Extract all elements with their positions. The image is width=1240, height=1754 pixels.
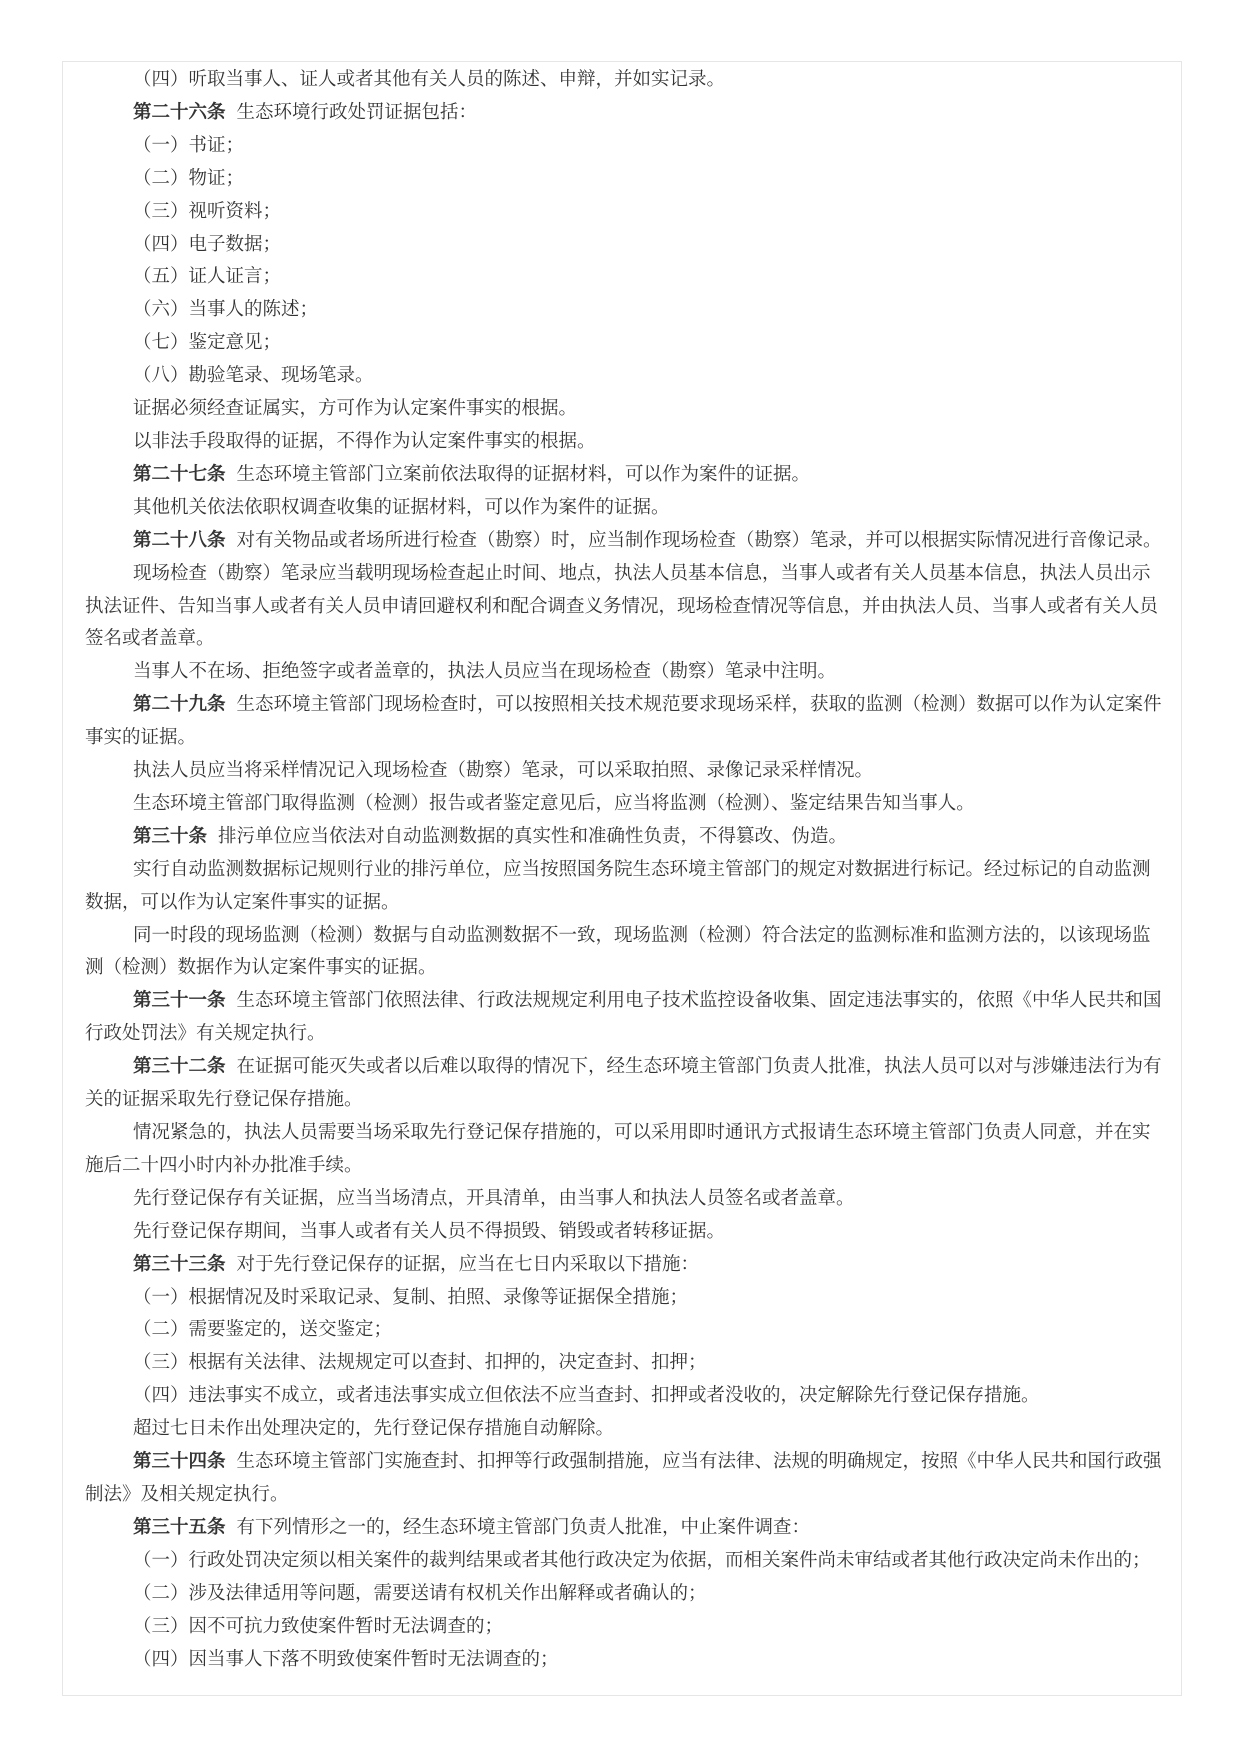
paragraph-text: 当事人不在场、拒绝签字或者盖章的，执法人员应当在现场检查（勘察）笔录中注明。 [133, 660, 837, 682]
article-paragraph [85, 1050, 1167, 1116]
article-number: 第二十九条 [133, 693, 226, 715]
paragraph [85, 754, 1167, 787]
paragraph-text: （一）书证； [133, 133, 245, 155]
paragraph-text: 超过七日未作出处理决定的，先行登记保存措施自动解除。 [133, 1417, 615, 1439]
paragraph-text: 执法人员应当将采样情况记入现场检查（勘察）笔录，可以采取拍照、录像记录采样情况。 [133, 759, 874, 781]
paragraph-text: 对于先行登记保存的证据，应当在七日内采取以下措施： [236, 1252, 700, 1274]
paragraph-text: 证据必须经查证属实，方可作为认定案件事实的根据。 [133, 397, 578, 419]
paragraph [85, 392, 1167, 425]
paragraph-text: 有下列情形之一的，经生态环境主管部门负责人批准，中止案件调查： [236, 1515, 811, 1537]
paragraph-text: 实行自动监测数据标记规则行业的排污单位，应当按照国务院生态环境主管部门的规定对数据进行标记。经过标记的自动监测数据，可以作为认定案件事实的证据。 [85, 857, 1151, 912]
paragraph [85, 1643, 1167, 1676]
paragraph [85, 557, 1167, 656]
paragraph-text: 以非法手段取得的证据，不得作为认定案件事实的根据。 [133, 429, 596, 451]
article-number: 第二十七条 [133, 462, 226, 484]
paragraph [85, 787, 1167, 820]
paragraph-text: （三）根据有关法律、法规规定可以查封、扣押的，决定查封、扣押； [133, 1351, 707, 1373]
paragraph-text: （二）物证； [133, 166, 245, 188]
paragraph-text: （一）行政处罚决定须以相关案件的裁判结果或者其他行政决定为依据，而相关案件尚未审结或者其他行政决定尚未作出的； [133, 1548, 1151, 1570]
article-number: 第二十六条 [133, 100, 226, 122]
article-paragraph [85, 458, 1167, 491]
paragraph [85, 853, 1167, 919]
paragraph [85, 326, 1167, 359]
paragraph-text: 生态环境主管部门现场检查时，可以按照相关技术规范要求现场采样，获取的监测（检测）数据可以作为认定案件事实的证据。 [85, 693, 1162, 748]
paragraph-text: 生态环境主管部门取得监测（检测）报告或者鉴定意见后，应当将监测（检测）、鉴定结果告知当事人。 [133, 791, 975, 813]
paragraph [85, 260, 1167, 293]
paragraph-text: （七）鉴定意见； [133, 331, 282, 353]
article-paragraph [85, 688, 1167, 754]
paragraph [85, 1116, 1167, 1182]
article-number: 第三十四条 [133, 1450, 226, 1472]
article-paragraph [85, 1248, 1167, 1281]
article-paragraph [85, 984, 1167, 1050]
article-number: 第三十一条 [133, 989, 226, 1011]
paragraph [85, 1544, 1167, 1577]
article-paragraph [85, 96, 1167, 129]
paragraph [85, 1313, 1167, 1346]
paragraph [85, 1215, 1167, 1248]
paragraph [85, 491, 1167, 524]
paragraph-text: （五）证人证言； [133, 265, 282, 287]
paragraph-text: （一）根据情况及时采取记录、复制、拍照、录像等证据保全措施； [133, 1285, 689, 1307]
paragraph-text: 生态环境行政处罚证据包括： [236, 100, 478, 122]
paragraph-text: （四）听取当事人、证人或者其他有关人员的陈述、申辩，并如实记录。 [133, 68, 726, 89]
article-paragraph [85, 1511, 1167, 1544]
paragraph-text: 在证据可能灭失或者以后难以取得的情况下，经生态环境主管部门负责人批准，执法人员可以对与涉嫌违法行为有关的证据采取先行登记保存措施。 [85, 1055, 1162, 1110]
paragraph [85, 425, 1167, 458]
article-number: 第三十三条 [133, 1252, 226, 1274]
article-number: 第三十条 [133, 824, 208, 846]
paragraph [85, 1182, 1167, 1215]
paragraph-text: 其他机关依法依职权调查收集的证据材料，可以作为案件的证据。 [133, 495, 670, 517]
paragraph [85, 359, 1167, 392]
paragraph-text: 生态环境主管部门立案前依法取得的证据材料，可以作为案件的证据。 [236, 462, 811, 484]
paragraph-text: （四）因当事人下落不明致使案件暂时无法调查的； [133, 1647, 559, 1669]
paragraph [85, 293, 1167, 326]
paragraph-text: 生态环境主管部门依照法律、行政法规规定利用电子技术监控设备收集、固定违法事实的，依照《中华人民共和国行政处罚法》有关规定执行。 [85, 989, 1162, 1044]
paragraph [85, 63, 1167, 96]
paragraph [85, 655, 1167, 688]
article-paragraph [85, 820, 1167, 853]
paragraph [85, 129, 1167, 162]
paragraph-text: （二）需要鉴定的，送交鉴定； [133, 1318, 393, 1340]
article-number: 第二十八条 [133, 528, 226, 550]
paragraph-text: （四）违法事实不成立，或者违法事实成立但依法不应当查封、扣押或者没收的，决定解除先行登记保存措施。 [133, 1384, 1040, 1406]
paragraph-text: （八）勘验笔录、现场笔录。 [133, 364, 374, 386]
paragraph-text: 对有关物品或者场所进行检查（勘察）时，应当制作现场检查（勘察）笔录，并可以根据实际情况进行音像记录。 [236, 528, 1162, 550]
paragraph-text: （三）视听资料； [133, 199, 282, 221]
paragraph-text: 同一时段的现场监测（检测）数据与自动监测数据不一致，现场监测（检测）符合法定的监测标准和监测方法的，以该现场监测（检测）数据作为认定案件事实的证据。 [85, 923, 1151, 978]
article-number: 第三十二条 [133, 1055, 226, 1077]
article-paragraph [85, 1445, 1167, 1511]
paragraph-text: 生态环境主管部门实施查封、扣押等行政强制措施，应当有法律、法规的明确规定，按照《中华人民共和国行政强制法》及相关规定执行。 [85, 1450, 1162, 1504]
paragraph [85, 228, 1167, 261]
paragraph-text: （三）因不可抗力致使案件暂时无法调查的； [133, 1614, 504, 1636]
paragraph [85, 919, 1167, 985]
paragraph-text: 先行登记保存期间，当事人或者有关人员不得损毁、销毁或者转移证据。 [133, 1219, 726, 1241]
paragraph [85, 1346, 1167, 1379]
article-number: 第三十五条 [133, 1515, 226, 1537]
paragraph [85, 195, 1167, 228]
paragraph [85, 1610, 1167, 1643]
document-body [85, 63, 1167, 1675]
document-page [62, 61, 1182, 1696]
paragraph-text: 先行登记保存有关证据，应当当场清点，开具清单，由当事人和执法人员签名或者盖章。 [133, 1186, 855, 1208]
paragraph-text: 排污单位应当依法对自动监测数据的真实性和准确性负责，不得篡改、伪造。 [218, 824, 848, 846]
paragraph [85, 1577, 1167, 1610]
article-paragraph [85, 524, 1167, 557]
paragraph [85, 162, 1167, 195]
paragraph [85, 1412, 1167, 1445]
paragraph-text: 现场检查（勘察）笔录应当载明现场检查起止时间、地点，执法人员基本信息，当事人或者有关人员基本信息，执法人员出示执法证件、告知当事人或者有关人员申请回避权利和配合调查义务情况，现场检查情况等信息，并由执法人员、当事人或者有关人员签名或者盖章。 [85, 561, 1159, 649]
paragraph-text: 情况紧急的，执法人员需要当场采取先行登记保存措施的，可以采用即时通讯方式报请生态环境主管部门负责人同意，并在实施后二十四小时内补办批准手续。 [85, 1121, 1151, 1175]
paragraph-text: （二）涉及法律适用等问题，需要送请有权机关作出解释或者确认的； [133, 1581, 707, 1603]
paragraph-text: （六）当事人的陈述； [133, 298, 319, 320]
paragraph [85, 1379, 1167, 1412]
paragraph-text: （四）电子数据； [133, 232, 282, 254]
paragraph [85, 1281, 1167, 1314]
